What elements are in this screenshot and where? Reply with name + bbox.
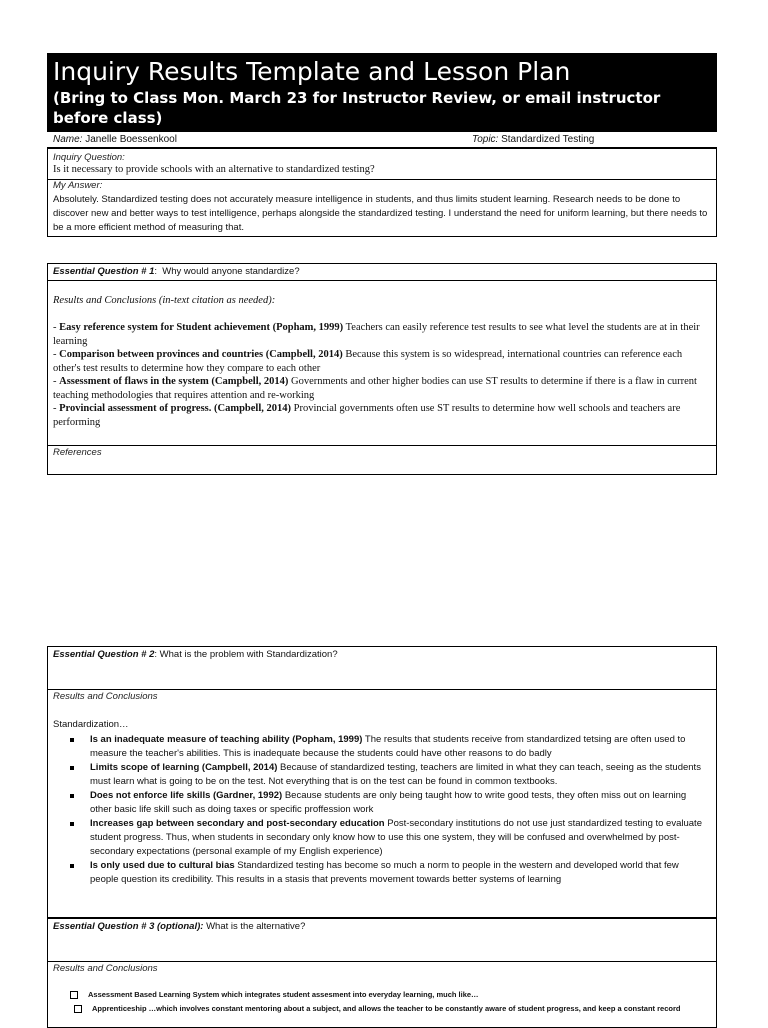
list-item: - Comparison between provinces and countries (Campbell, 2014) Because this system is so widespread, international countries can reference each other's test results to determine how they compare to each other [53, 349, 683, 374]
inquiry-question-text: Is it necessary to provide schools with an alternative to standardized testing? [53, 164, 375, 175]
list-item-bold: Assessment of flaws in the system (Campbell, 2014) [59, 376, 289, 387]
list-item-text: Because students are only being taught how to write good tests, they often miss out on learning other basic life skill such as doing taxes or specific proffession work [90, 790, 687, 815]
eq1-question: Why would anyone standardize? [162, 266, 300, 277]
list-item [68, 733, 704, 761]
checkbox-icon [74, 1005, 82, 1013]
meta-row [47, 132, 717, 148]
document-header [47, 53, 717, 132]
list-item-bold: Is only used due to cultural bias [90, 860, 235, 871]
list-item-text: Post-secondary institutions do not use just standardized testing to evaluate student progress. Thus, when students in secondary only know how to use this one system, they will be confused and overwhelmed by post-secondary expectations (personal example of my English experience) [90, 818, 702, 857]
divider [48, 445, 716, 446]
eq2-results-list [68, 733, 704, 887]
topic-value: Standardized Testing [501, 134, 595, 145]
bullet-square-icon [70, 822, 74, 826]
list-item-bold: Increases gap between secondary and post-secondary education [90, 818, 385, 829]
list-item-text: Teachers can easily reference test results to see what level the students are at in their learning [53, 322, 700, 347]
bullet-square-icon [70, 738, 74, 742]
eq2-intro: Standardization… [53, 719, 129, 730]
divider [48, 280, 716, 281]
eq1-results-label [53, 295, 275, 306]
eq1-results-label-text: Results and Conclusions (in-text citation as needed): [53, 295, 276, 306]
list-item-bold: Limits scope of learning (Campbell, 2014) [90, 762, 278, 773]
divider [48, 689, 716, 690]
eq1-label: Essential Question # 1 [53, 266, 155, 277]
my-answer-label: My Answer: [53, 180, 103, 191]
eq3-question-line [53, 921, 305, 932]
list-item: - Provincial assessment of progress. (Campbell, 2014) Provincial governments often use ST results to determine how well schools and teachers are performing [53, 403, 681, 428]
topic-field [472, 132, 594, 147]
list-item-text: Provincial governments often use ST results to determine how well schools and teachers are performing [53, 403, 681, 428]
eq2-label: Essential Question # 2 [53, 649, 155, 660]
essential-question-3-box [47, 918, 717, 1028]
eq1-results-list [53, 321, 712, 429]
list-item-bold: Provincial assessment of progress. (Campbell, 2014) [59, 403, 291, 414]
eq3-question: What is the alternative? [206, 921, 306, 932]
list-item [70, 989, 706, 1000]
list-item-bold: Does not enforce life skills (Gardner, 1992) [90, 790, 283, 801]
list-item-bold: Comparison between provinces and countries (Campbell, 2014) [59, 349, 343, 360]
checkbox-icon [70, 991, 78, 999]
list-item [68, 817, 704, 859]
essential-question-1-box [47, 263, 717, 475]
topic-label: Topic: [472, 134, 499, 145]
references-label: References [53, 447, 102, 458]
document-title: Inquiry Results Template and Lesson Plan [53, 57, 571, 86]
document-subtitle: (Bring to Class Mon. March 23 for Instructor Review, or email instructor before class) [53, 89, 661, 127]
bullet-square-icon [70, 864, 74, 868]
eq3-results-list [70, 989, 706, 1014]
inquiry-question-label: Inquiry Question: [53, 152, 125, 163]
list-item [74, 1003, 706, 1014]
eq2-question-line: Essential Question # 2: What is the problem with Standardization? [53, 649, 338, 660]
eq2-question: What is the problem with Standardization? [159, 649, 338, 660]
divider [48, 961, 716, 962]
list-item [68, 761, 704, 789]
list-item-bold: Is an inadequate measure of teaching ability (Popham, 1999) [90, 734, 363, 745]
list-item-text: Apprenticeship …which involves constant mentoring about a subject, and allows the teacher to be constantly aware of student progress, and keep a constant record [92, 1004, 681, 1013]
eq3-results-label: Results and Conclusions [53, 963, 158, 974]
eq1-question-line: Essential Question # 1: Why would anyone standardize? [53, 266, 300, 277]
list-item-text: Because this system is so widespread, international countries can reference each other's test results to determine how they compare to each other [53, 349, 683, 374]
bullet-square-icon [70, 766, 74, 770]
eq3-label: Essential Question # 3 (optional): [53, 921, 204, 932]
list-item-text: Standardized testing has become so much a norm to people in the western and developed world that few people question its credibility. This results in a stasis that prevents movement towards better systems of learning [90, 860, 679, 885]
name-value: Janelle Boessenkool [85, 134, 177, 145]
essential-question-2-box [47, 646, 717, 918]
list-item-text: Assessment Based Learning System which integrates student assesment into everyday learning, much like… [88, 990, 479, 999]
list-item-text: The results that students receive from standardized tetsing are often used to measure the teacher's abilities. This is inadequate because the students could have other reasons to do badly [90, 734, 686, 759]
list-item [68, 859, 704, 887]
my-answer-text: Absolutely. Standardized testing does not accurately measure intelligence in students, and thus limits student learning. Research needs to be done to discover new and better ways to test intelligence, perhaps alongside the standardized testing. I understand the need for uniform learning, but there needs to be a more efficient method of measuring that. [53, 194, 708, 233]
name-field [53, 132, 177, 147]
list-item: - Easy reference system for Student achievement (Popham, 1999) Teachers can easily reference test results to see what level the students are at in their learning [53, 322, 700, 347]
divider [48, 179, 716, 180]
eq2-results-label: Results and Conclusions [53, 691, 158, 702]
list-item-bold: Easy reference system for Student achievement (Popham, 1999) [59, 322, 344, 333]
inquiry-box [47, 148, 717, 237]
bullet-square-icon [70, 794, 74, 798]
list-item-text: Because of standardized testing, teachers are limited in what they can teach, seeing as the students must learn what is going to be on the test. Not everything that is on the test can be found in common textbooks. [90, 762, 701, 787]
list-item [68, 789, 704, 817]
list-item: - Assessment of flaws in the system (Campbell, 2014) Governments and other higher bodies can use ST results to determine if there is a flaw in current teaching methodologies that requires attention and re-working [53, 376, 697, 401]
list-item-text: Governments and other higher bodies can use ST results to determine if there is a flaw in current teaching methodologies that requires attention and re-working [53, 376, 697, 401]
name-label: Name: [53, 134, 83, 145]
